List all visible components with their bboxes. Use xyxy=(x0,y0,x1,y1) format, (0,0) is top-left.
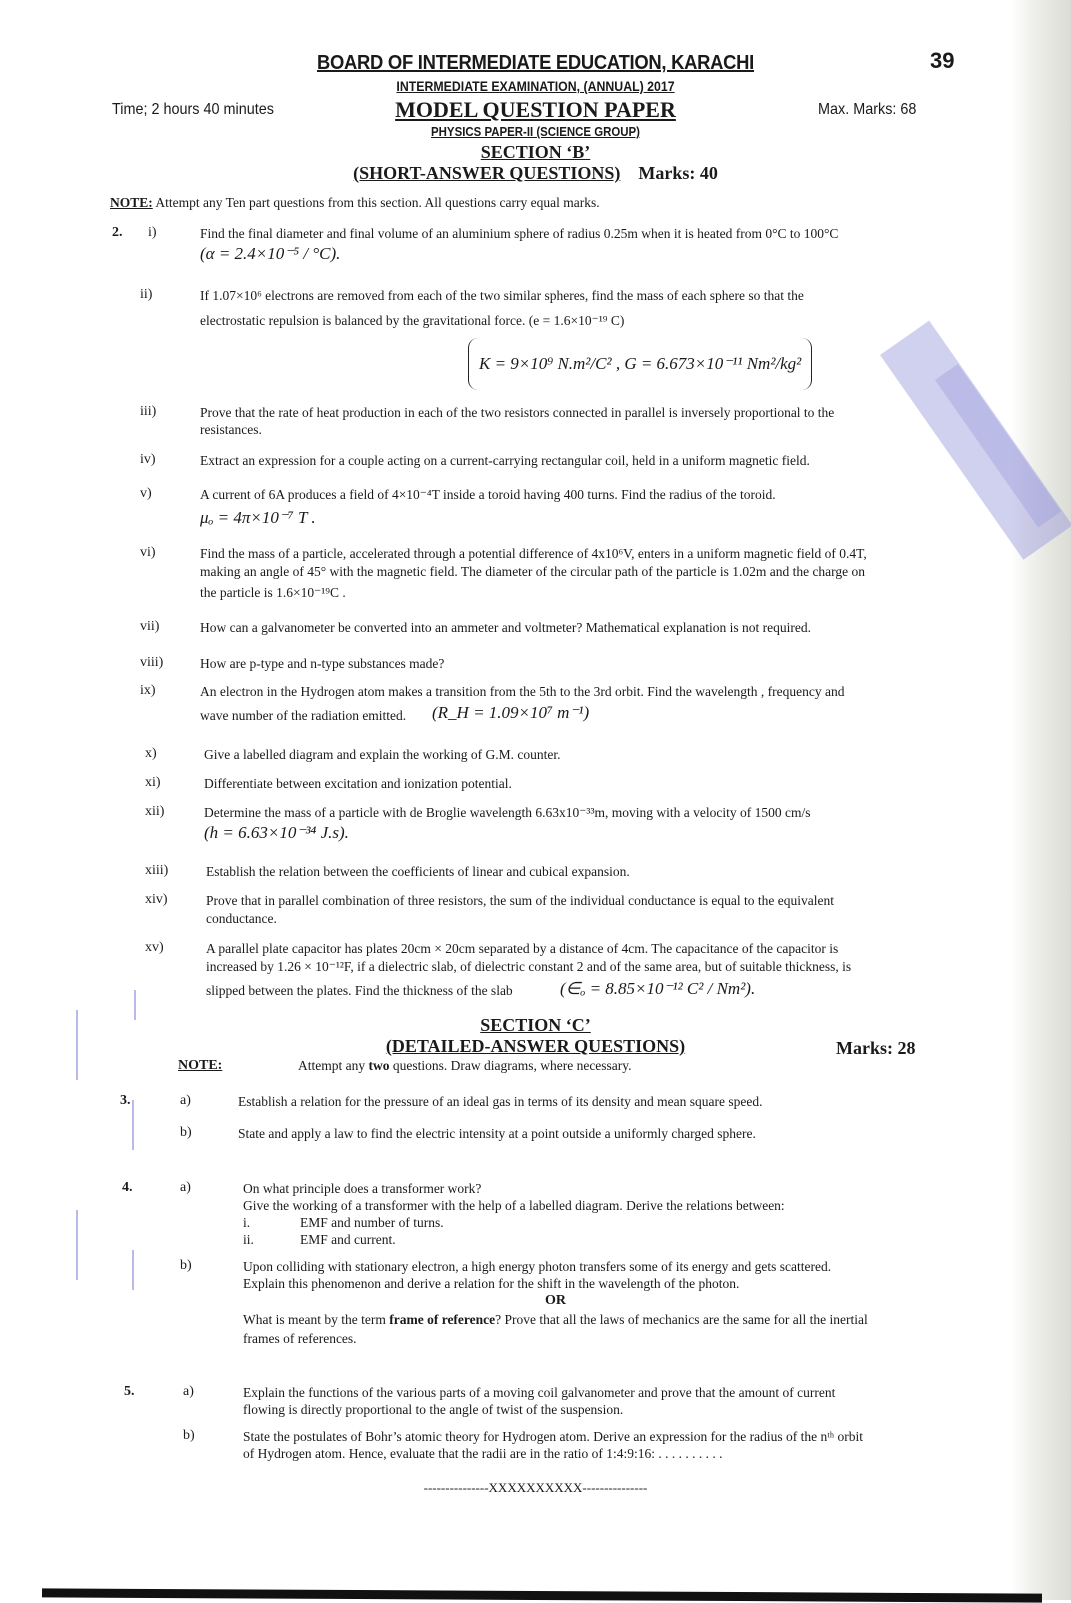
section-c-marks: Marks: 28 xyxy=(836,1038,916,1058)
question-formula: (R_H = 1.09×10⁷ m⁻¹) xyxy=(432,703,590,722)
part-alt-text: frames of references. xyxy=(243,1331,357,1346)
question-label: iv) xyxy=(140,452,156,467)
question-number: 5. xyxy=(124,1384,135,1399)
part-text: flowing is directly proportional to the angle of twist of the suspension. xyxy=(243,1402,624,1417)
part-label: b) xyxy=(183,1428,195,1443)
question-formula: (α = 2.4×10⁻⁵ / °C). xyxy=(200,244,341,263)
subject-title: PHYSICS PAPER-II (SCIENCE GROUP) xyxy=(431,124,640,139)
paper-title: MODEL QUESTION PAPER xyxy=(395,97,676,122)
part-label: a) xyxy=(180,1093,191,1108)
question-text: increased by 1.26 × 10⁻¹²F, if a dielectric slab, of dielectric constant 2 and of the same area, but of suitable thickness, is xyxy=(206,959,852,974)
section-b-note xyxy=(110,195,600,211)
question-label: viii) xyxy=(140,655,164,670)
question-text: electrostatic repulsion is balanced by the gravitational force. (e = 1.6×10⁻¹⁹ C) xyxy=(200,313,625,328)
subitem-text: EMF and current. xyxy=(300,1232,396,1247)
note-text: Attempt any Ten part questions from this section. All questions carry equal marks. xyxy=(152,195,600,210)
question-text: How can a galvanometer be converted into an ammeter and voltmeter? Mathematical explanation is not required. xyxy=(200,620,812,635)
question-label: iii) xyxy=(140,404,157,419)
part-alt-text: What is meant by the term frame of reference? Prove that all the laws of mechanics are the same for all the inertial xyxy=(243,1312,868,1327)
constants-formula: K = 9×10⁹ N.m²/C² , G = 6.673×10⁻¹¹ Nm²/kg² xyxy=(468,338,812,390)
question-label: xii) xyxy=(145,804,165,819)
part-text: of Hydrogen atom. Hence, evaluate that the radii are in the ratio of 1:4:9:16: . . . . . . . . . . xyxy=(243,1446,723,1461)
page-number: 39 xyxy=(930,48,955,73)
max-marks: Max. Marks: 68 xyxy=(818,101,917,118)
question-formula: (h = 6.63×10⁻³⁴ J.s). xyxy=(204,823,349,842)
part-text: Establish a relation for the pressure of an ideal gas in terms of its density and mean square speed. xyxy=(238,1094,763,1109)
part-label: b) xyxy=(180,1258,192,1273)
section-c-title: SECTION ‘C’ xyxy=(480,1015,591,1035)
question-text: the particle is 1.6×10⁻¹⁹C . xyxy=(200,585,346,600)
board-title: BOARD OF INTERMEDIATE EDUCATION, KARACHI xyxy=(316,52,755,74)
question-text: A current of 6A produces a field of 4×10⁻⁴T inside a toroid having 400 turns. Find the radius of the toroid. xyxy=(200,487,776,502)
question-text: If 1.07×10⁶ electrons are removed from each of the two similar spheres, find the mass of each sphere so that the xyxy=(200,288,804,303)
question-label: xv) xyxy=(145,940,164,955)
question-label: ix) xyxy=(140,683,156,698)
part-text: State the postulates of Bohr’s atomic theory for Hydrogen atom. Derive an expression for the radius of the nᵗʰ orbit xyxy=(243,1429,864,1444)
question-text: resistances. xyxy=(200,422,262,437)
part-text: On what principle does a transformer work? xyxy=(243,1181,482,1196)
part-label: a) xyxy=(183,1384,194,1399)
question-text: Establish the relation between the coefficients of linear and cubical expansion. xyxy=(206,864,630,879)
section-b-marks: Marks: 40 xyxy=(638,163,718,183)
section-c-subtitle: (DETAILED-ANSWER QUESTIONS) xyxy=(385,1036,686,1056)
question-label: i) xyxy=(148,225,157,240)
section-b-title: SECTION ‘B’ xyxy=(480,142,591,162)
part-text: Explain the functions of the various parts of a moving coil galvanometer and prove that the amount of current xyxy=(243,1385,836,1400)
question-label: ii) xyxy=(140,287,153,302)
question-label: x) xyxy=(145,746,157,761)
end-of-paper-mark: ---------------XXXXXXXXXX--------------- xyxy=(423,1480,648,1495)
question-text: Give a labelled diagram and explain the working of G.M. counter. xyxy=(204,747,561,762)
exam-title: INTERMEDIATE EXAMINATION, (ANNUAL) 2017 xyxy=(396,78,675,94)
question-label: v) xyxy=(140,486,152,501)
subitem-label: ii. xyxy=(243,1232,254,1247)
part-text: Upon colliding with stationary electron, a high energy photon transfers some of its energy and gets scattered. xyxy=(243,1259,832,1274)
question-text: Find the mass of a particle, accelerated through a potential difference of 4x10⁶V, enters in a uniform magnetic field of 0.4T, xyxy=(200,546,867,561)
subitem-label: i. xyxy=(243,1215,251,1230)
question-label: xiii) xyxy=(145,863,169,878)
part-text: Explain this phenomenon and derive a relation for the shift in the wavelength of the photon. xyxy=(243,1276,740,1291)
question-text: Prove that the rate of heat production in each of the two resistors connected in parallel is inversely proportional to the xyxy=(200,405,835,420)
question-text: Prove that in parallel combination of three resistors, the sum of the individual conductance is equal to the equivalent xyxy=(206,893,834,908)
time-allowed: Time; 2 hours 40 minutes xyxy=(112,101,274,118)
question-formula: μₒ = 4π×10⁻⁷ T . xyxy=(200,508,316,527)
or-separator: OR xyxy=(545,1293,566,1308)
section-b-type: (SHORT-ANSWER QUESTIONS) xyxy=(353,163,621,183)
part-text: State and apply a law to find the electric intensity at a point outside a uniformly charged sphere. xyxy=(238,1126,756,1141)
question-text: Extract an expression for a couple acting on a current-carrying rectangular coil, held in a uniform magnetic field. xyxy=(200,453,810,468)
question-text: Differentiate between excitation and ionization potential. xyxy=(204,776,512,791)
section-b-subtitle xyxy=(0,163,1071,184)
part-label: a) xyxy=(180,1180,191,1195)
note-label: NOTE: xyxy=(110,195,153,210)
question-label: xi) xyxy=(145,775,161,790)
section-c-note: Attempt any two questions. Draw diagrams, where necessary. xyxy=(298,1058,632,1073)
question-label: vi) xyxy=(140,545,156,560)
question-text: A parallel plate capacitor has plates 20cm × 20cm separated by a distance of 4cm. The capacitance of the capacitor is xyxy=(206,941,839,956)
part-label: b) xyxy=(180,1125,192,1140)
question-number: 2. xyxy=(112,225,123,240)
question-label: xiv) xyxy=(145,892,168,907)
question-label: vii) xyxy=(140,619,160,634)
question-number: 3. xyxy=(120,1093,131,1108)
question-text: slipped between the plates. Find the thickness of the slab xyxy=(206,983,513,998)
section-c-note-label: NOTE: xyxy=(178,1058,223,1073)
margin-mark xyxy=(132,1250,134,1290)
part-text: Give the working of a transformer with the help of a labelled diagram. Derive the relations between: xyxy=(243,1198,785,1213)
question-text: Determine the mass of a particle with de Broglie wavelength 6.63x10⁻³³m, moving with a velocity of 1500 cm/s xyxy=(204,805,811,820)
question-text: wave number of the radiation emitted. xyxy=(200,708,407,723)
question-text: conductance. xyxy=(206,911,277,926)
scan-bottom-edge xyxy=(42,1588,1042,1602)
question-text: An electron in the Hydrogen atom makes a transition from the 5th to the 3rd orbit. Find the wavelength , frequency and xyxy=(200,684,845,699)
subitem-text: EMF and number of turns. xyxy=(300,1215,444,1230)
page-edge-shadow xyxy=(1011,0,1071,1600)
margin-mark xyxy=(76,1210,78,1280)
margin-mark xyxy=(132,1100,134,1150)
question-text: making an angle of 45° with the magnetic field. The diameter of the circular path of the particle is 1.02m and the charge on xyxy=(200,564,866,579)
question-number: 4. xyxy=(122,1180,133,1195)
question-formula: (∈ₒ = 8.85×10⁻¹² C² / Nm²). xyxy=(560,979,756,998)
question-text: How are p-type and n-type substances made? xyxy=(200,656,445,671)
question-text: Find the final diameter and final volume of an aluminium sphere of radius 0.25m when it is heated from 0°C to 100°C xyxy=(200,226,839,241)
